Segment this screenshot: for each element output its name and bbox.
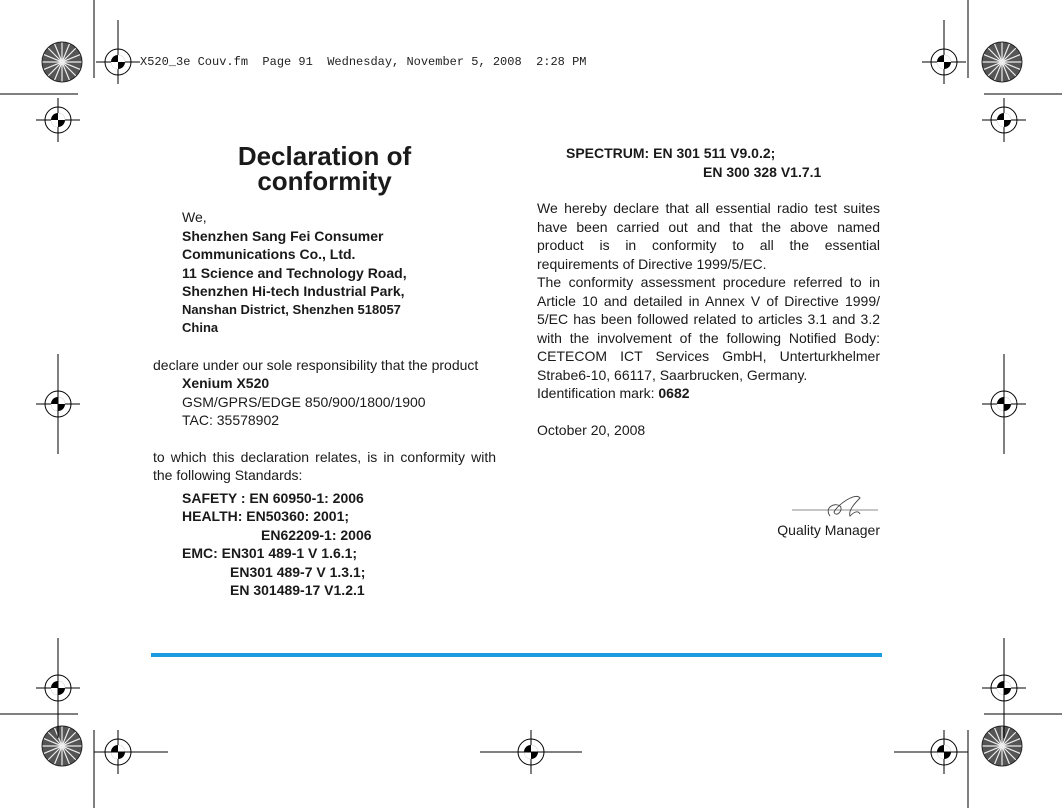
- standard-emc-3: EN 301489-17 V1.2.1: [230, 582, 365, 598]
- assessment-paragraph: The conformity assessment procedure referred to in Article 10 and detailed in Annex V of Directive 1999/ 5/EC has been followed related to articles 3.1 and 3.2 with the involvement of the following Notified Body: CETECOM ICT Services GmbH, Unterturkhelmer Strabe6-10, 66117, Saarbrucken, Germany.: [537, 274, 880, 383]
- signature-block: [760, 488, 880, 538]
- standard-emc-2: EN301 489-7 V 1.3.1;: [230, 563, 366, 580]
- identification-label: Identification mark:: [537, 385, 659, 401]
- declarer-block: [153, 208, 496, 338]
- product-block: [153, 374, 496, 430]
- declare-text: declare under our sole responsibility that the product: [153, 356, 479, 373]
- conformity-text: to which this declaration relates, is in conformity with the following Standards:: [153, 448, 496, 483]
- company-line: China: [182, 320, 219, 335]
- identification-value: 0682: [658, 385, 690, 401]
- title-line-1: Declaration of: [237, 141, 412, 171]
- standard-safety: SAFETY : EN 60950-1: 2006: [182, 489, 364, 506]
- company-line: Shenzhen Hi-tech Industrial Park,: [182, 283, 405, 299]
- footer-accent-bar: [151, 653, 882, 657]
- standard-spectrum: SPECTRUM: EN 301 511 V9.0.2;: [566, 145, 776, 161]
- left-column: [153, 141, 496, 600]
- identification-mark: [537, 384, 880, 403]
- standard-health-2: EN62209-1: 2006: [261, 526, 372, 543]
- signature-role: Quality Manager: [777, 522, 880, 538]
- company-line: Nanshan District, Shenzhen 518057: [182, 301, 401, 317]
- spectrum-standards: [537, 144, 880, 181]
- product-bands: GSM/GPRS/EDGE 850/900/1800/1900: [182, 393, 426, 410]
- signature-image: [790, 488, 880, 522]
- standards-list: [153, 489, 496, 600]
- standard-emc: EMC: EN301 489-1 V 1.6.1;: [182, 545, 358, 561]
- declaration-paragraph: We hereby declare that all essential radio test suites have been carried out and that the above named product is in conformity to all the essential requirements of Directive 1999/5/EC.: [537, 200, 880, 272]
- declaration-date: October 20, 2008: [537, 421, 646, 438]
- page-title: [153, 141, 496, 196]
- company-line: Communications Co., Ltd.: [182, 246, 356, 262]
- standard-health: HEALTH: EN50360: 2001;: [182, 508, 350, 524]
- product-name: Xenium X520: [182, 375, 270, 391]
- product-tac: TAC: 35578902: [182, 412, 280, 428]
- company-line: 11 Science and Technology Road,: [182, 264, 407, 281]
- standard-spectrum-2: EN 300 328 V1.7.1: [703, 163, 822, 180]
- company-line: Shenzhen Sang Fei Consumer: [182, 227, 384, 244]
- we-text: We,: [182, 209, 207, 225]
- title-line-2: conformity: [257, 166, 392, 196]
- print-header: X520_3e Couv.fm Page 91 Wednesday, November 5, 2008 2:28 PM: [140, 55, 587, 69]
- right-column: [537, 144, 880, 439]
